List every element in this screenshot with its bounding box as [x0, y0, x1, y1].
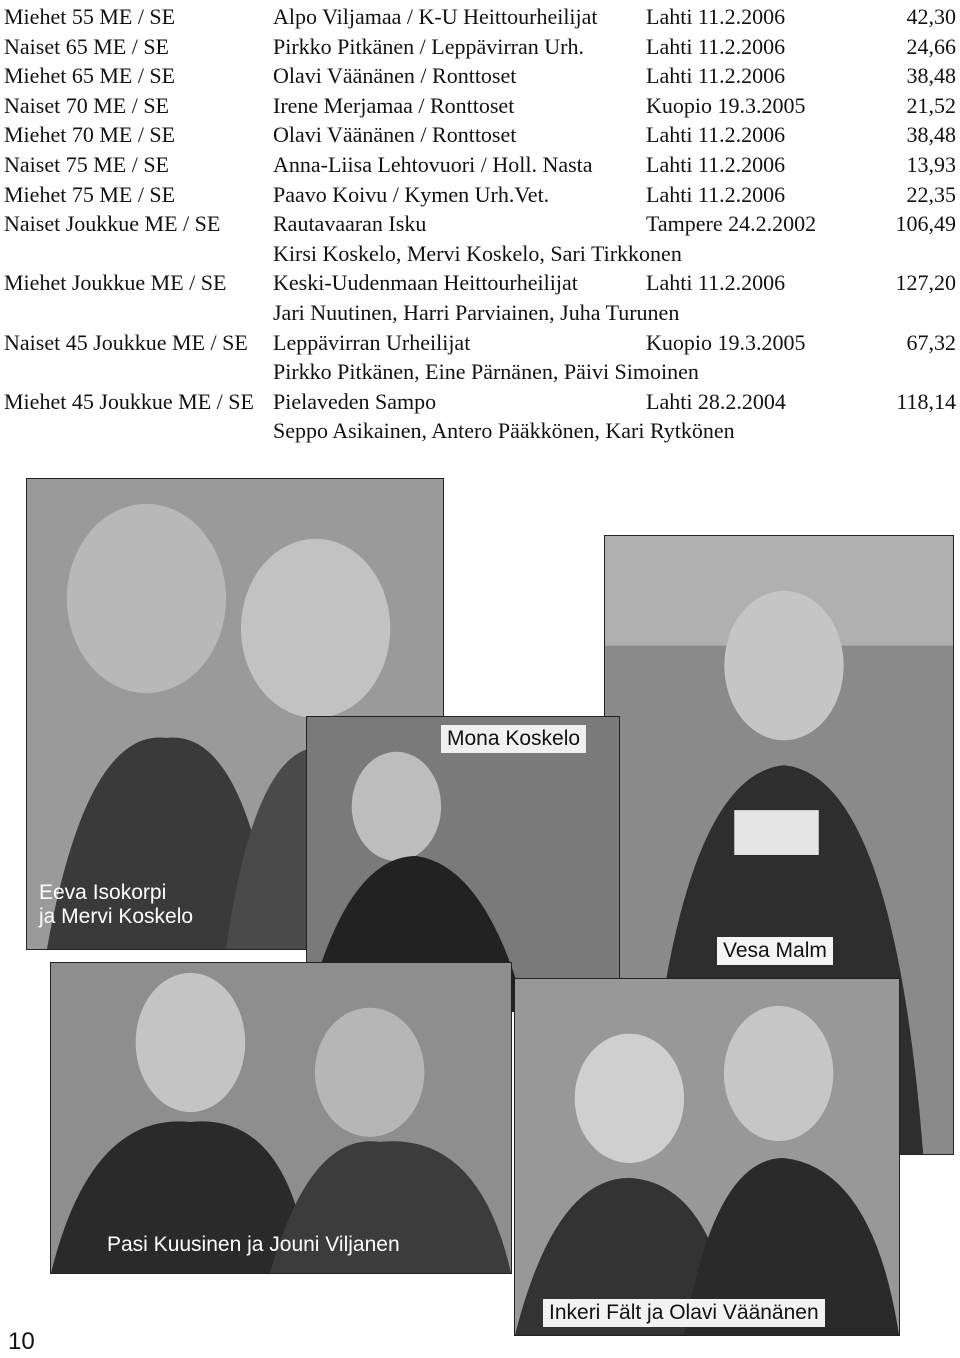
record-result: 118,14 [896, 388, 956, 414]
caption-photo5: Inkeri Fält ja Olavi Väänänen [543, 1299, 825, 1327]
record-category: Naiset 45 Joukkue ME / SE [4, 329, 248, 355]
record-row [0, 91, 960, 121]
caption-photo2: Mona Koskelo [441, 725, 586, 753]
caption-photo3: Vesa Malm [717, 937, 833, 965]
record-category: Naiset Joukkue ME / SE [4, 211, 221, 237]
record-place-date: Kuopio 19.3.2005 [646, 329, 806, 355]
record-name: Irene Merjamaa / Ronttoset [273, 92, 515, 118]
record-category: Miehet 55 ME / SE [4, 4, 176, 29]
record-place-date: Lahti 11.2.2006 [646, 33, 786, 59]
record-team-members: Kirsi Koskelo, Mervi Koskelo, Sari Tirkkonen [273, 240, 682, 266]
record-team-members: Jari Nuutinen, Harri Parviainen, Juha Turunen [273, 300, 680, 325]
record-result: 38,48 [906, 122, 956, 148]
record-row [0, 120, 960, 150]
record-category: Miehet Joukkue ME / SE [4, 270, 227, 296]
record-name: Alpo Viljamaa / K-U Heittourheilijat [273, 4, 598, 29]
record-place-date: Lahti 28.2.2004 [646, 388, 786, 414]
record-result: 13,93 [906, 152, 956, 177]
record-place-date: Lahti 11.2.2006 [646, 122, 786, 148]
record-team-members: Seppo Asikainen, Antero Pääkkönen, Kari Rytkönen [273, 418, 735, 444]
record-result: 21,52 [906, 92, 956, 118]
record-name: Rautavaaran Isku [273, 211, 427, 237]
record-name: Keski-Uudenmaan Heittourheilijat [273, 270, 578, 296]
record-category: Miehet 45 Joukkue ME / SE [4, 388, 254, 414]
record-name: Pirkko Pitkänen / Leppävirran Urh. [273, 33, 584, 59]
record-result: 24,66 [906, 33, 956, 59]
record-row [0, 150, 960, 180]
record-place-date: Tampere 24.2.2002 [646, 211, 817, 237]
record-category: Miehet 70 ME / SE [4, 122, 176, 148]
record-row [0, 32, 960, 62]
photo-inkeri-olavi [514, 978, 900, 1336]
record-place-date: Lahti 11.2.2006 [646, 181, 786, 207]
record-result: 38,48 [906, 63, 956, 89]
caption-photo1: Eeva Isokorpi ja Mervi Koskelo [39, 881, 194, 928]
record-name: Olavi Väänänen / Ronttoset [273, 122, 517, 148]
photo-inkeri-olavi-image [515, 979, 899, 1335]
record-name: Paavo Koivu / Kymen Urh.Vet. [273, 181, 550, 207]
record-name: Anna-Liisa Lehtovuori / Holl. Nasta [273, 152, 593, 177]
record-row [0, 387, 960, 417]
record-place-date: Lahti 11.2.2006 [646, 152, 786, 177]
record-category: Miehet 75 ME / SE [4, 181, 176, 207]
caption-photo4: Pasi Kuusinen ja Jouni Viljanen [107, 1233, 400, 1256]
record-result: 67,32 [906, 329, 956, 355]
record-category: Naiset 65 ME / SE [4, 33, 169, 59]
record-place-date: Lahti 11.2.2006 [646, 270, 786, 296]
page-number: 10 [8, 1328, 35, 1355]
record-team-members: Pirkko Pitkänen, Eine Pärnänen, Päivi Simoinen [273, 359, 699, 385]
record-row [0, 268, 960, 298]
record-result: 42,30 [906, 4, 956, 29]
record-result: 127,20 [895, 270, 956, 296]
record-row [0, 180, 960, 210]
record-row [0, 328, 960, 358]
record-result: 22,35 [906, 181, 956, 207]
record-place-date: Lahti 11.2.2006 [646, 63, 786, 89]
photo-pasi-jouni-image [51, 963, 511, 1273]
record-result: 106,49 [895, 211, 956, 237]
record-row [0, 209, 960, 239]
record-category: Miehet 65 ME / SE [4, 63, 176, 89]
record-category: Naiset 70 ME / SE [4, 92, 169, 118]
record-name: Olavi Väänänen / Ronttoset [273, 63, 517, 89]
record-place-date: Lahti 11.2.2006 [646, 4, 786, 29]
record-place-date: Kuopio 19.3.2005 [646, 92, 806, 118]
record-row [0, 2, 960, 32]
record-name: Leppävirran Urheilijat [273, 329, 471, 355]
record-row [0, 61, 960, 91]
record-category: Naiset 75 ME / SE [4, 152, 169, 177]
record-name: Pielaveden Sampo [273, 388, 437, 414]
photo-pasi-jouni [50, 962, 512, 1274]
